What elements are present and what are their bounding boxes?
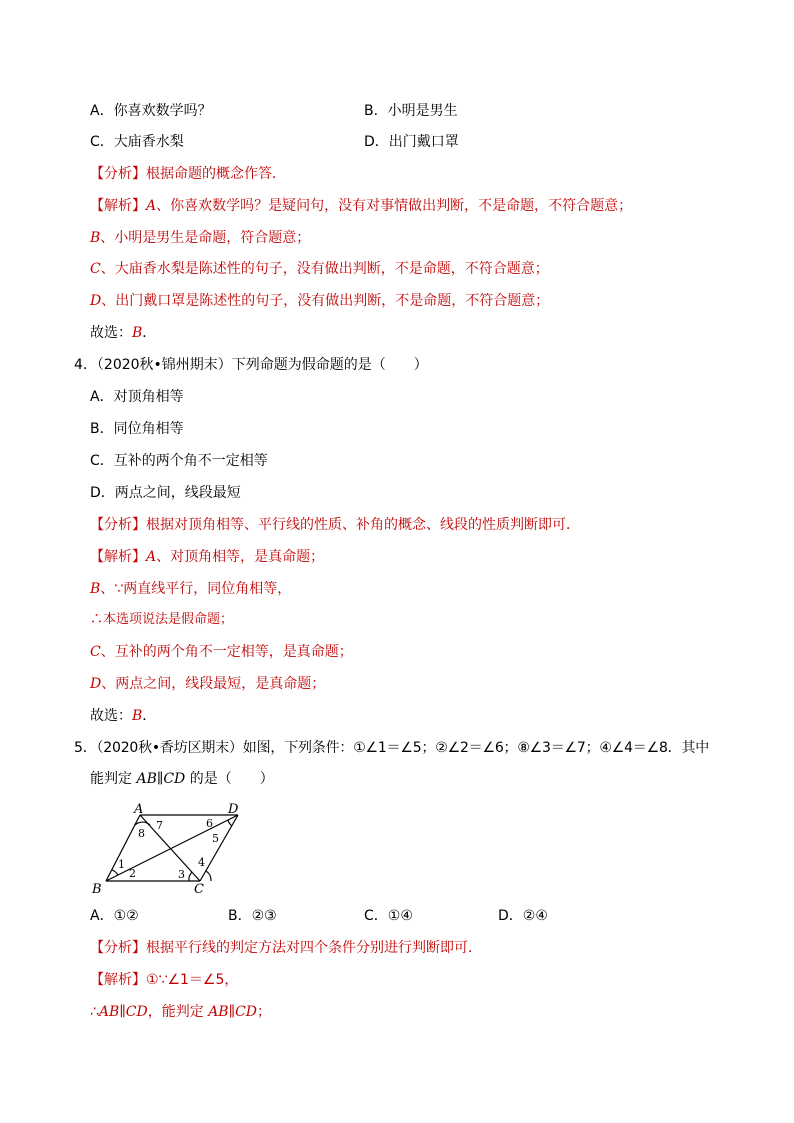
q4-solution-c: C、互补的两个角不一定相等，是真命题； xyxy=(90,644,353,660)
angle-arc-d xyxy=(228,820,232,826)
q4-answer: 故选：B． xyxy=(90,708,157,724)
angle-label-7: 7 xyxy=(156,819,163,832)
q5-solution-1: 【解析】①∵∠1＝∠5， xyxy=(90,972,239,988)
analysis-tag: 【分析】 xyxy=(90,517,146,533)
q4-analysis: 【分析】根据对顶角相等、平行线的性质、补角的概念、线段的性质判断即可． xyxy=(90,517,580,533)
angle-arc-a xyxy=(135,822,150,825)
q5-solution-2: ∴AB∥CD，能判定 AB∥CD； xyxy=(90,1004,271,1020)
angle-label-8: 8 xyxy=(138,827,145,840)
q3-answer: 故选：B． xyxy=(90,325,157,341)
vertex-label-a: A xyxy=(134,802,144,817)
angle-label-4: 4 xyxy=(198,856,205,869)
analysis-tag: 【分析】 xyxy=(90,940,146,956)
q4-solution-a: 【解析】A、对顶角相等，是真命题； xyxy=(90,549,325,565)
q3-solution-b: B、小明是男生是命题，符合题意； xyxy=(90,230,311,246)
vertex-label-c: C xyxy=(194,882,204,897)
q4-solution-b-conclusion: ∴本选项说法是假命题； xyxy=(90,612,234,627)
angle-arc-c xyxy=(189,872,192,881)
solution-tag: 【解析】 xyxy=(90,972,146,988)
q3-option-a: A．你喜欢数学吗？ xyxy=(90,103,212,119)
q4-option-d: D．两点之间，线段最短 xyxy=(90,485,241,501)
vertex-label-b: B xyxy=(92,882,102,897)
q3-solution-c: C、大庙香水梨是陈述性的句子，没有做出判断，不是命题，不符合题意； xyxy=(90,261,549,277)
q5-stem-line1: 5．（2020秋•香坊区期末）如图，下列条件：①∠1＝∠5；②∠2＝∠6；⑧∠3＝∠7；④∠4＝∠8．其中 xyxy=(74,740,710,756)
angle-arc-c2 xyxy=(206,871,211,881)
q5-option-c: C．①④ xyxy=(364,908,413,924)
solution-tag: 【解析】 xyxy=(90,549,146,565)
solution-tag: 【解析】 xyxy=(90,198,146,214)
q4-stem: 4．（2020秋•锦州期末）下列命题为假命题的是（ ） xyxy=(74,357,428,373)
q4-solution-d: D、两点之间，线段最短，是真命题； xyxy=(90,676,326,692)
q5-stem-line2: 能判定 AB∥CD 的是（ ） xyxy=(90,771,274,787)
q3-solution-a: 【解析】A、你喜欢数学吗？是疑问句，没有对事情做出判断，不是命题，不符合题意； xyxy=(90,198,633,214)
q3-option-b: B．小明是男生 xyxy=(364,103,458,119)
q4-solution-b: B、∵两直线平行，同位角相等， xyxy=(90,581,292,597)
q3-solution-d: D、出门戴口罩是陈述性的句子，没有做出判断，不是命题，不符合题意； xyxy=(90,293,550,309)
angle-label-6: 6 xyxy=(206,817,213,830)
q5-option-a: A．①② xyxy=(90,908,139,924)
angle-label-3: 3 xyxy=(178,868,185,881)
q5-option-b: B．②③ xyxy=(228,908,277,924)
angle-label-2: 2 xyxy=(129,867,136,880)
q4-option-b: B．同位角相等 xyxy=(90,421,184,437)
q3-analysis: 【分析】根据命题的概念作答． xyxy=(90,166,286,182)
q5-analysis: 【分析】根据平行线的判定方法对四个条件分别进行判断即可． xyxy=(90,940,482,956)
q5-option-d: D．②④ xyxy=(498,908,548,924)
angle-label-1: 1 xyxy=(118,858,125,871)
parallelogram-figure xyxy=(88,798,248,898)
q4-option-c: C．互补的两个角不一定相等 xyxy=(90,453,268,469)
analysis-tag: 【分析】 xyxy=(90,166,146,182)
q3-option-c: C．大庙香水梨 xyxy=(90,134,184,150)
q3-option-d: D．出门戴口罩 xyxy=(364,134,459,150)
diagonal-bd xyxy=(106,815,238,881)
angle-label-5: 5 xyxy=(212,832,219,845)
vertex-label-d: D xyxy=(228,802,239,817)
q4-option-a: A．对顶角相等 xyxy=(90,389,184,405)
